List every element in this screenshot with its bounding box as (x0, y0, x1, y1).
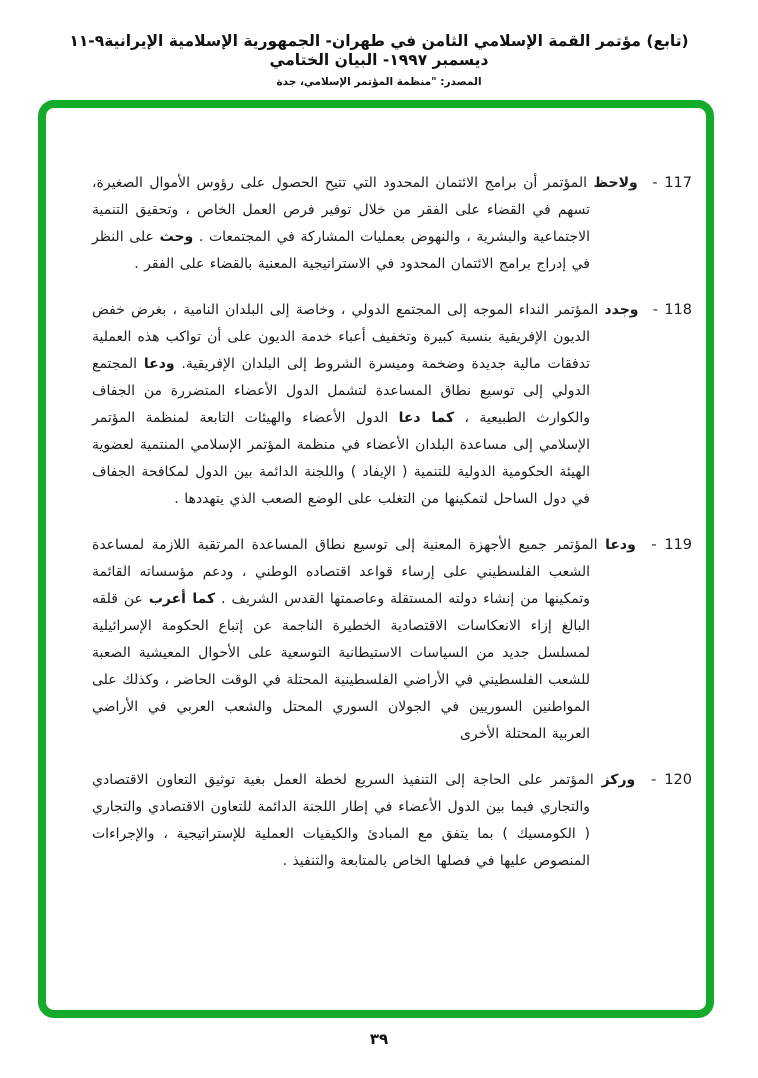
paragraph-120 (92, 767, 692, 875)
green-border-frame (38, 100, 714, 1018)
text-run: المؤتمر على الحاجة إلى التنفيذ السريع لخطة العمل بغية توثيق التعاون الاقتصادي والتجاري فيما بين الدول الأعضاء في إطار اللجنة الدائمة للتعاون الاقتصادي والتجاري ( الكومسيك ) بما يتفق مع المبادئ والكيفيات العملية للإستراتيجية ، والإجراءات المنصوص عليها في فصلها الخاص بالمتابعة والتنفيذ . (92, 772, 602, 869)
bold-lead-phrase: كما أعرب (148, 591, 216, 607)
paragraph-number: 120 - (643, 772, 693, 788)
bold-lead-phrase: ودعا (605, 537, 636, 553)
text-run: المؤتمر النداء الموجه إلى المجتمع الدولي ، وخاصة إلى البلدان النامية ، بغرض خفض الديون الإفريقية بنسبة كبيرة وتخفيف أعباء خدمة الديون على أن تواكب هذه العملية تدفقات مالية جديدة وضخمة وميسرة الشروط إلى البلدان الإفريقية. (92, 302, 605, 372)
bold-lead-phrase: ودعا (143, 356, 175, 372)
paragraph-119 (92, 532, 692, 748)
paragraph-text (92, 772, 635, 869)
header-title: (تابع) مؤتمر القمة الإسلامي الثامن في طهران- الجمهورية الإسلامية الإيرانية٩-١١ ديسمبر ١٩٩٧- البيان الختامي (69, 32, 689, 70)
text-run: الدول الأعضاء والهيئات التابعة لمنظمة المؤتمر الإسلامي إلى مساعدة البلدان الأعضاء في منظمة المؤتمر الإسلامي المنتمية لعضوية الهيئة الحكومية الدولية للتنمية ( الإيفاد ) واللجنة الدائمة بين الدول لمكافحة الجفاف في دول الساحل لتمكينها من التغلب على الوضع الصعب الذي يتهددها . (92, 410, 590, 507)
bold-lead-phrase: وركز (601, 772, 636, 788)
text-run: على النظر في إدراج برامج الائتمان المحدود في الاستراتيجية المعنية بالقضاء على الفقر . (92, 229, 590, 272)
paragraph-text (92, 175, 638, 272)
bold-lead-phrase: وجدد (604, 302, 639, 318)
page-header (0, 32, 758, 88)
text-run: المؤتمر جميع الأجهزة المعنية إلى توسيع نطاق المساعدة المرتقبة اللازمة لمساعدة الشعب الفلسطيني على إرساء قواعد اقتصاده الوطني ، ودعم مؤسساته القائمة وتمكينها من إنشاء دولته المستقلة وعاصمتها القدس الشريف . (92, 537, 606, 607)
text-run: عن قلقه البالغ إزاء الانعكاسات الاقتصادية الخطيرة الناجمة عن إتباع الحكومة الإسرائيلية لمسلسل جديد من السياسات الاستيطانية التوسعية على الأحوال المعيشية الصعبة للشعب الفلسطيني في الأراضي الفلسطينية المحتلة في الوقت الحاضر ، وكذلك على المواطنين السوريين في الجولان السوري المحتل والشعب العربي في الأراضي العربية المحتلة الأخرى (92, 591, 590, 742)
paragraph-text (92, 537, 636, 742)
document-content (46, 108, 706, 875)
page-number: ٣٩ (369, 1030, 389, 1048)
paragraph-text (92, 302, 639, 507)
paragraph-number: 118 - (646, 302, 692, 318)
paragraph-number: 119 - (643, 537, 693, 553)
text-run: المجتمع الدولي إلى توسيع نطاق المساعدة لتشمل الدول الأعضاء المتضررة من الجفاف والكوارث الطبيعية ، (92, 356, 590, 426)
paragraph-117 (92, 170, 692, 278)
paragraph-number: 117 - (645, 175, 692, 191)
bold-lead-phrase: كما دعا (398, 410, 455, 426)
text-run: المؤتمر أن برامج الائتمان المحدود التي تتيح الحصول على رؤوس الأموال الصغيرة، تسهم في القضاء على الفقر من خلال توفير فرص العمل الخاص ، وتحقيق التنمية الاجتماعية والبشرية ، والنهوض بعمليات المشاركة في المجتمعات . (92, 175, 594, 245)
bold-lead-phrase: وحث (159, 229, 194, 245)
paragraph-118 (92, 297, 692, 513)
bold-lead-phrase: ولاحظ (593, 175, 638, 191)
header-source-line: المصدر: "منظمة المؤتمر الإسلامي، جدة (276, 75, 482, 88)
